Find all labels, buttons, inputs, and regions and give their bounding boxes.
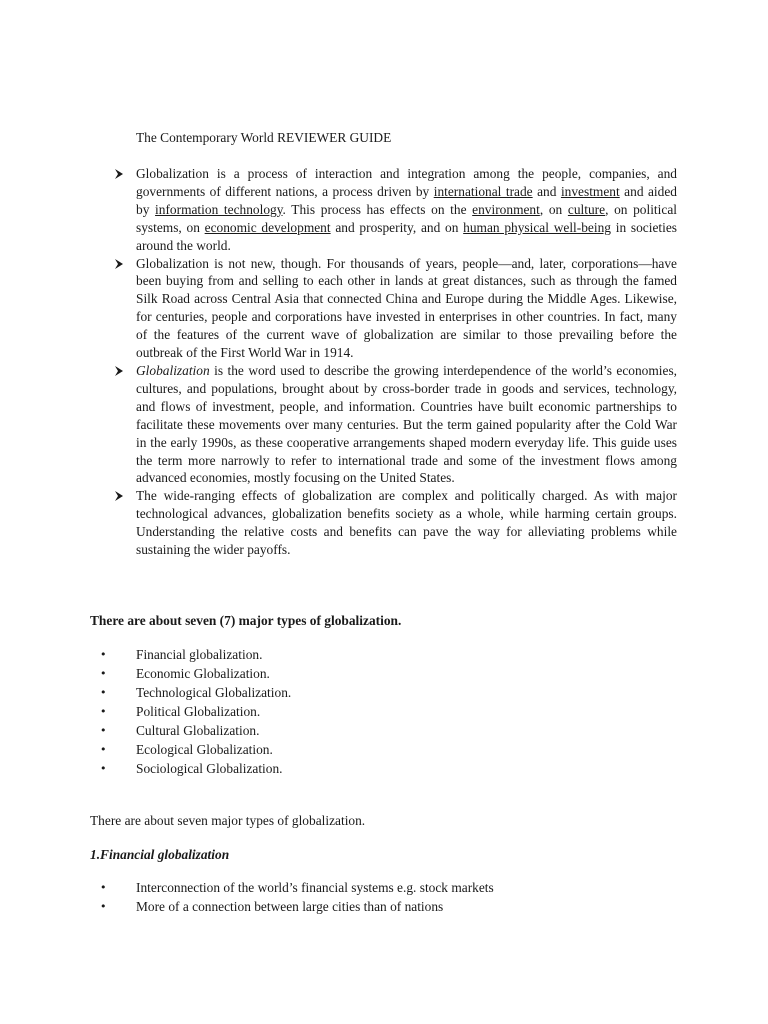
arrow-bullet-icon xyxy=(112,487,126,505)
list-item: • Ecological Globalization. xyxy=(100,742,273,757)
bullet-icon: • xyxy=(100,648,107,661)
link-information-technology[interactable]: information technology xyxy=(155,201,283,217)
paragraph-globalization-effects: The wide-ranging effects of globalization are complex and politically charged. As with major technological advances, globalization benefits society as a whole, while harming certain groups. Understanding the relative costs and benefits can pave the way for alleviating problems while sustaining the wider payoffs. xyxy=(136,487,677,559)
list-item: • Interconnection of the world’s financial systems e.g. stock markets xyxy=(100,880,494,895)
link-human-physical-well-being[interactable]: human physical well-being xyxy=(463,219,611,235)
link-international-trade[interactable]: international trade xyxy=(433,183,533,199)
list-item: • Cultural Globalization. xyxy=(100,723,260,738)
globalization-types-list xyxy=(100,646,292,779)
list-item: • Sociological Globalization. xyxy=(100,761,283,776)
types-heading: There are about seven (7) major types of globalization. xyxy=(90,613,402,628)
list-item: • Technological Globalization. xyxy=(100,685,292,700)
section-heading-financial: 1.Financial globalization xyxy=(90,847,230,862)
bullet-icon: • xyxy=(100,900,107,913)
paragraph-globalization-history: Globalization is not new, though. For thousands of years, people—and, later, corporations—have been buying from and selling to each other in lands at great distances, such as through the famed Silk Road across Central Asia that connected China and Europe during the Middle Ages. Likewise, for centuries, people and corporations have invested in enterprises in other countries. In fact, many of the features of the current wave of globalization are similar to those prevailing before the outbreak of the First World War in 1914. xyxy=(136,255,677,362)
bullet-icon: • xyxy=(100,724,107,737)
list-item: • Financial globalization. xyxy=(100,647,263,662)
link-culture[interactable]: culture xyxy=(567,201,606,217)
arrow-bullet-icon xyxy=(112,362,126,380)
types-summary-line: There are about seven major types of globalization. xyxy=(90,813,366,828)
bullet-icon: • xyxy=(100,705,107,718)
list-item: • Economic Globalization. xyxy=(100,666,270,681)
financial-points-list xyxy=(100,879,494,917)
link-economic-development[interactable]: economic development xyxy=(204,219,331,235)
list-item: • More of a connection between large cities than of nations xyxy=(100,899,444,914)
bullet-icon: • xyxy=(100,667,107,680)
list-item: • Political Globalization. xyxy=(100,704,261,719)
paragraph-globalization-definition: Globalization is a process of interaction and integration among the people, companies, and governments of different nations, a process driven by international trade and investment and aided by information technology. This process has effects on the environment, on culture, on political systems, on economic development and prosperity, and on human physical well-being in societies around the world. xyxy=(136,165,677,255)
document-title: The Contemporary World REVIEWER GUIDE xyxy=(136,130,392,145)
bullet-icon: • xyxy=(100,686,107,699)
arrow-bullet-icon xyxy=(112,165,126,183)
bullet-icon: • xyxy=(100,762,107,775)
arrow-bullet-list xyxy=(136,165,677,559)
link-investment[interactable]: investment xyxy=(560,183,620,199)
paragraph-globalization-interdependence: Globalization is the word used to describe the growing interdependence of the world’s economies, cultures, and populations, brought about by cross-border trade in goods and services, technology, and flows of investment, people, and information. Countries have built economic partnerships to facilitate these movements over many centuries. But the term gained popularity after the Cold War in the early 1990s, as these cooperative arrangements shaped modern everyday life. This guide uses the term more narrowly to refer to international trade and some of the investment flows among advanced economies, mostly focusing on the United States. xyxy=(136,362,677,487)
arrow-bullet-icon xyxy=(112,255,126,273)
bullet-icon: • xyxy=(100,881,107,894)
bullet-icon: • xyxy=(100,743,107,756)
link-environment[interactable]: environment xyxy=(472,201,540,217)
